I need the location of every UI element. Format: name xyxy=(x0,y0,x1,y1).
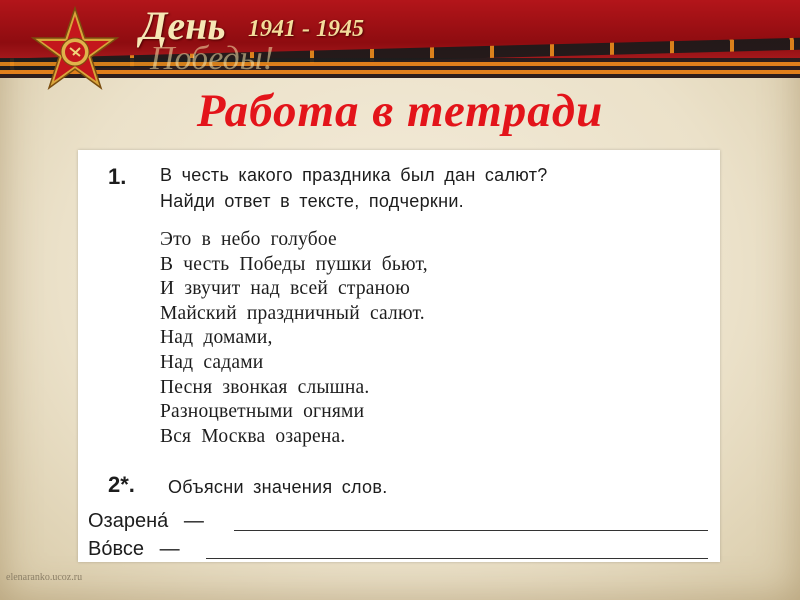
poem-line: Песня звонкая слышна. xyxy=(160,376,370,398)
worksheet-page xyxy=(78,150,720,562)
word-definition-row xyxy=(88,510,710,538)
answer-line[interactable] xyxy=(206,558,708,559)
poem-line: Вся Москва озарена. xyxy=(160,425,346,447)
banner-years: 1941 - 1945 xyxy=(248,16,364,42)
slide-title: Работа в тетради xyxy=(196,85,604,137)
source-footer: elenaranko.ucoz.ru xyxy=(6,572,83,583)
poem-line: Майский праздничный салют. xyxy=(160,302,425,324)
word-definition-row xyxy=(88,538,710,566)
poem-line: Это в небо голубое xyxy=(160,229,337,250)
word-dash: — xyxy=(159,538,180,560)
question-2-number: 2*. xyxy=(108,472,135,497)
word-term: Во́все xyxy=(88,538,144,560)
question-2-text: Объясни значения слов. xyxy=(168,477,388,497)
banner-title: День xyxy=(140,3,226,48)
poem-line: Над садами xyxy=(160,351,264,373)
question-1-text-line1: В честь какого праздника был дан салют? xyxy=(160,165,548,185)
question-1-text-line2: Найди ответ в тексте, подчеркни. xyxy=(160,191,464,211)
word-dash: — xyxy=(183,510,204,532)
poem-line: Разноцветными огнями xyxy=(160,401,365,423)
banner-subtitle: Победы! xyxy=(150,40,274,77)
poem-line: В честь Победы пушки бьют, xyxy=(160,253,428,275)
word-term: Озарена́ xyxy=(88,510,169,532)
poem-line: И звучит над всей страною xyxy=(160,278,411,300)
poem xyxy=(160,228,428,449)
answer-line[interactable] xyxy=(234,530,708,531)
poem-line: Над домами, xyxy=(160,327,273,349)
question-1-number: 1. xyxy=(108,164,127,189)
